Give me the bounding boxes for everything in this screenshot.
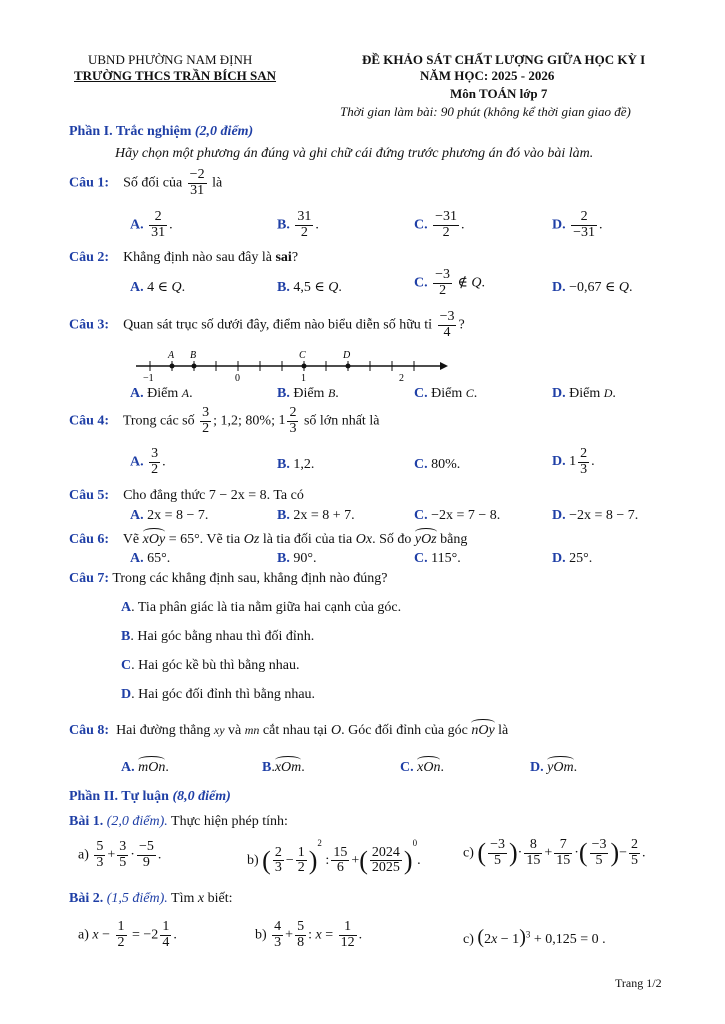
school-year: NĂM HỌC: 2025 - 2026 [420, 68, 555, 83]
question-3: Câu 3: Quan sát trục số dưới đây, điểm nào biểu diễn số hữu tỉ $\frac{-3}{4}$ ? [69, 309, 465, 340]
bai1-part-b[interactable]: b) ( $\frac{2}{3}$ − $\frac{1}{2}$ )$^2$ : $\frac{15}{6}$ +( $\frac{2024}{2025}$ )$^0$. [247, 838, 421, 876]
bai1-heading: Bài 1. (2,0 điểm). Thực hiện phép tính: [69, 814, 288, 829]
question-6: Câu 6: Vẽ xOy = 65°. Vẽ tia Oz là tia đối của tia Ox. Số đo yOz bằng [69, 532, 468, 547]
exam-title: ĐỀ KHẢO SÁT CHẤT LƯỢNG GIỮA HỌC KỲ I [362, 52, 646, 67]
q2-option-b[interactable]: B. 4,5 ∈ Q. [277, 280, 342, 295]
part1-instruction: Hãy chọn một phương án đúng và ghi chữ cái đứng trước phương án đó vào bài làm. [115, 146, 594, 161]
q1-option-b[interactable]: B. $\frac{31}{2}$ . [277, 209, 319, 240]
question-2: Câu 2: Khẳng định nào sau đây là sai? [69, 250, 299, 265]
part1-title: Phần I. Trắc nghiệm (2,0 điểm) [69, 124, 254, 139]
q1-option-d[interactable]: D. $\frac{2}{-31}$ . [552, 209, 603, 240]
bai2-part-b[interactable]: b) $\frac{4}{3}$ + $\frac{5}{8}$ : x = $\frac{1}{12}$ . [255, 919, 363, 950]
number-line [128, 346, 448, 382]
q8-option-a[interactable]: A. mOn. [121, 760, 169, 775]
question-7: Câu 7: Trong các khẳng định sau, khẳng định nào đúng? [69, 571, 388, 586]
part2-title: Phần II. Tự luận (8,0 điểm) [69, 789, 231, 804]
q3-option-c[interactable]: C. Điểm C. [414, 386, 478, 401]
q1-option-c[interactable]: C. $\frac{-31}{2}$ . [414, 209, 465, 240]
q4-option-b[interactable]: B. 1,2. [277, 457, 315, 472]
q8-option-d[interactable]: D. yOm. [530, 760, 578, 775]
svg-text:0: 0 [235, 373, 240, 382]
school-name: TRƯỜNG THCS TRẦN BÍCH SAN [74, 68, 277, 83]
q8-option-c[interactable]: C. xOn. [400, 760, 444, 775]
svg-text:C: C [299, 350, 306, 361]
q5-option-a[interactable]: A. 2x = 8 − 7. [130, 508, 209, 523]
q2-option-d[interactable]: D. −0,67 ∈ Q. [552, 280, 633, 295]
q6-option-c[interactable]: C. 115°. [414, 551, 461, 566]
bai2-heading: Bài 2. (1,5 điểm). Tìm x biết: [69, 891, 233, 906]
q5-option-c[interactable]: C. −2x = 7 − 8. [414, 508, 501, 523]
q5-option-b[interactable]: B. 2x = 8 + 7. [277, 508, 355, 523]
q6-option-a[interactable]: A. 65°. [130, 551, 171, 566]
bai1-part-a[interactable]: a) $\frac{5}{3}$ + $\frac{3}{5}$ · $\frac{-5}{9}$ . [78, 839, 162, 870]
question-8: Câu 8: Hai đường thẳng xy và mn cắt nhau tại O. Góc đối đỉnh của góc nOy là [69, 723, 509, 738]
q4-option-c[interactable]: C. 80%. [414, 457, 461, 472]
page-number: Trang 1/2 [615, 976, 662, 990]
q6-option-b[interactable]: B. 90°. [277, 551, 317, 566]
question-1: Câu 1: Số đối của $\frac{-2}{31}$ là [69, 167, 223, 198]
duration: Thời gian làm bài: 90 phút (không kể thời gian giao đề) [340, 104, 631, 119]
bai1-part-c[interactable]: c) ( $\frac{-3}{5}$ )· $\frac{8}{15}$ + $\frac{7}{15}$ ·( $\frac{-3}{5}$ )− $\frac{2}{5}$ . [463, 837, 646, 868]
q7-option-d[interactable]: D. Hai góc đối đỉnh thì bằng nhau. [121, 687, 316, 702]
svg-text:−1: −1 [143, 373, 154, 382]
question-4: Câu 4: Trong các số $\frac{3}{2}$ ; 1,2; 80%; 1 $\frac{2}{3}$ số lớn nhất là [69, 405, 380, 436]
subject: Môn TOÁN lớp 7 [450, 86, 548, 101]
q7-option-c[interactable]: C. Hai góc kề bù thì bằng nhau. [121, 658, 300, 673]
q3-option-b[interactable]: B. Điểm B. [277, 386, 339, 401]
q3-option-d[interactable]: D. Điểm D. [552, 386, 616, 401]
q4-option-d[interactable]: D. 1 $\frac{2}{3}$ . [552, 446, 595, 477]
bai2-part-c[interactable]: c) $(2x - 1)^3 + 0,125 = 0$ . [463, 926, 606, 948]
svg-text:A: A [168, 350, 175, 361]
q2-option-a[interactable]: A. 4 ∈ Q. [130, 280, 186, 295]
q2-option-c[interactable]: C. $\frac{-3}{2}$ ∉ Q. [414, 267, 486, 298]
q1-option-a[interactable]: A. $\frac{2}{31}$ . [130, 209, 173, 240]
q7-option-a[interactable]: A. Tia phân giác là tia nằm giữa hai cạnh của góc. [121, 600, 402, 615]
svg-text:D: D [343, 350, 351, 361]
q3-option-a[interactable]: A. Điểm A. [130, 386, 193, 401]
q6-option-d[interactable]: D. 25°. [552, 551, 593, 566]
q5-option-d[interactable]: D. −2x = 8 − 7. [552, 508, 639, 523]
question-5: Câu 5: Cho đẳng thức 7 − 2x = 8. Ta có [69, 488, 304, 503]
school-authority: UBND PHƯỜNG NAM ĐỊNH [88, 52, 253, 67]
q8-option-b[interactable]: B.xOm. [262, 760, 305, 775]
svg-text:1: 1 [301, 373, 306, 382]
q7-option-b[interactable]: B. Hai góc bằng nhau thì đối đỉnh. [121, 629, 315, 644]
svg-text:B: B [190, 350, 197, 361]
q4-option-a[interactable]: A. $\frac{3}{2}$ . [130, 446, 166, 477]
bai2-part-a[interactable]: a) x − $\frac{1}{2}$ = −2 $\frac{1}{4}$ . [78, 919, 177, 950]
svg-text:2: 2 [399, 373, 404, 382]
